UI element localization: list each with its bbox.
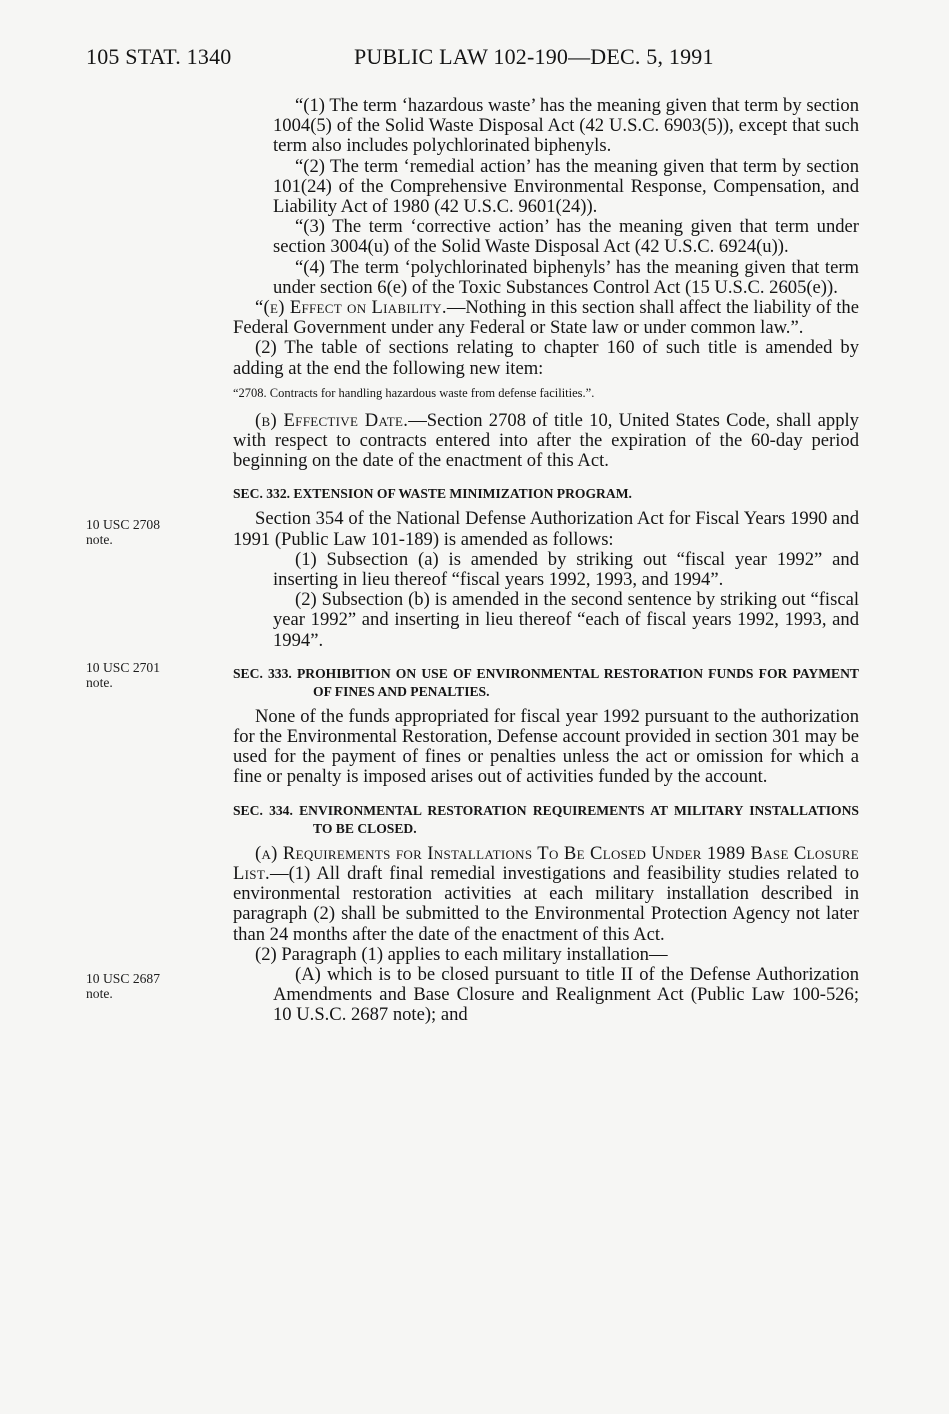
margin-note-label: note.: [86, 532, 113, 547]
margin-note-label: note.: [86, 675, 113, 690]
section-332-heading: SEC. 332. EXTENSION OF WASTE MINIMIZATION PROGRAM.: [233, 486, 632, 502]
section-333-text: None of the funds appropriated for fiscal year 1992 pursuant to the authorization for the Environmental Restoration, Defense account provided in section 301 may be used for the payment of fines or penalties unless the act or omission for which a fine or penalty is imposed arises out of activities funded by the account.: [233, 705, 859, 788]
margin-note-2687: [86, 971, 160, 1001]
margin-note-citation: 10 USC 2701: [86, 660, 161, 675]
section-334-heading: SEC. 334. ENVIRONMENTAL RESTORATION REQUIREMENTS AT MILITARY INSTALLATIONS TO BE CLOSED.: [233, 802, 859, 836]
margin-note-2708: [86, 517, 160, 547]
subsection-text: —(1) All draft final remedial investigations and feasibility studies related to environmental restoration activities at each military installation described in paragraph (2) shall be submitted to the Environmental Protection Agency not later than 24 months after the date of the enactment of this Act.: [233, 862, 859, 945]
paragraph-2-installations: (2) Paragraph (1) applies to each military installation—: [255, 943, 668, 965]
table-amendment-paragraph: (2) The table of sections relating to chapter 160 of such title is amended by adding at the end the following new item:: [233, 337, 859, 379]
margin-note-label: note.: [86, 986, 113, 1001]
definition-remedial-action: “(2) The term ‘remedial action’ has the meaning given that term by section 101(24) of the Comprehensive Environmental Response, Compensation, and Liability Act of 1980 (42 U.S.C. 9601(24)).: [273, 155, 859, 218]
subsection-text: —Nothing in this section shall affect the liability of the Federal Government under any Federal or State law or under common law.”.: [233, 297, 859, 339]
section-332-intro: Section 354 of the National Defense Authorization Act for Fiscal Years 1990 and 1991 (Public Law 101-189) is amended as follows:: [233, 508, 859, 550]
subsection-e-effect-on-liability: [233, 298, 859, 338]
new-table-item: “2708. Contracts for handling hazardous waste from defense facilities.”.: [233, 385, 595, 400]
subsection-heading: (b) Effective Date.: [255, 409, 409, 431]
subsection-heading: “(e) Effect on Liability.: [255, 297, 447, 319]
stat-page-number: 105 STAT. 1340: [86, 44, 232, 69]
subsection-text: —Section 2708 of title 10, United States Code, shall apply with respect to contracts entered into after the expiration of the 60-day period beginning on the date of the enactment of this Act.: [233, 409, 859, 472]
definition-hazardous-waste: “(1) The term ‘hazardous waste’ has the meaning given that term by section 1004(5) of the Solid Waste Disposal Act (42 U.S.C. 6903(5)), except that such term also includes polychlorinated biphenyls.: [273, 95, 859, 157]
subsection-b-effective-date: [233, 411, 859, 472]
statute-body: [233, 96, 859, 1026]
section-332-paragraph-1: (1) Subsection (a) is amended by striking out “fiscal year 1992” and inserting in lieu thereof “fiscal years 1992, 1993, and 1994”.: [273, 548, 859, 591]
subsection-heading: (a) Requirements for Installations To Be Closed Under 1989 Base Closure List.: [233, 842, 859, 884]
public-law-title: PUBLIC LAW 102-190—DEC. 5, 1991: [354, 44, 714, 69]
margin-note-2701: [86, 660, 160, 690]
margin-note-citation: 10 USC 2687: [86, 971, 161, 986]
page-header: [0, 44, 949, 74]
definition-corrective-action: “(3) The term ‘corrective action’ has the meaning given that term under section 3004(u) of the Solid Waste Disposal Act (42 U.S.C. 6924(u)).: [273, 216, 859, 258]
margin-note-citation: 10 USC 2708: [86, 517, 161, 532]
definition-polychlorinated-biphenyls: “(4) The term ‘polychlorinated biphenyls’ has the meaning given that term under section 6(e) of the Toxic Substances Control Act (15 U.S.C. 2605(e)).: [273, 256, 859, 298]
subsection-a-requirements: [233, 844, 859, 945]
subparagraph-a: (A) which is to be closed pursuant to title II of the Defense Authorization Amendments and Base Closure and Realignment Act (Public Law 100-526; 10 U.S.C. 2687 note); and: [273, 963, 859, 1026]
definitions-block: [233, 96, 859, 298]
section-333-heading: SEC. 333. PROHIBITION ON USE OF ENVIRONMENTAL RESTORATION FUNDS FOR PAYMENT OF FINES AND PENALTIES.: [233, 665, 859, 699]
section-332-paragraph-2: (2) Subsection (b) is amended in the second sentence by striking out “fiscal year 1992” and inserting in lieu thereof “each of fiscal years 1992, 1993, and 1994”.: [273, 589, 859, 651]
